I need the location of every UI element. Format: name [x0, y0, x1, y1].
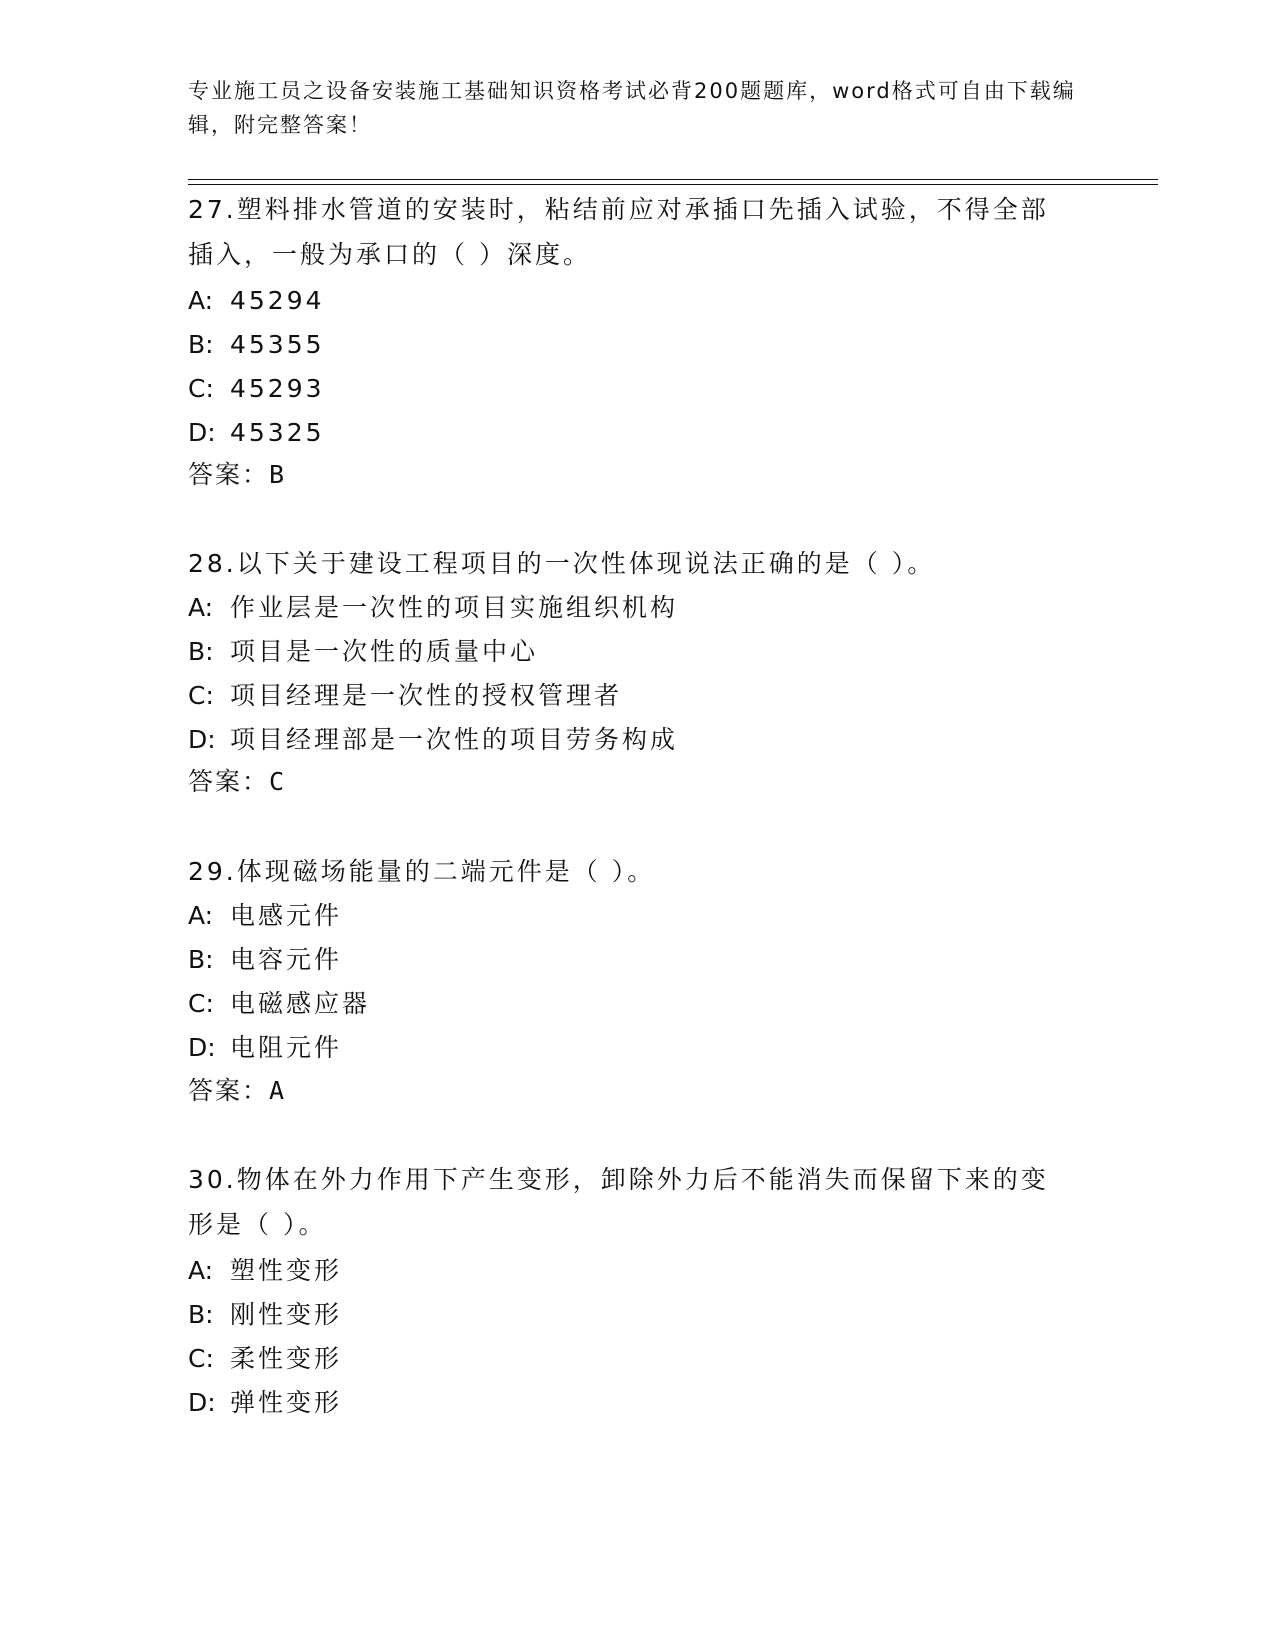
option-text: 柔性变形	[230, 1344, 343, 1373]
option-text: 弹性变形	[230, 1388, 343, 1417]
option-b	[188, 944, 342, 976]
option-b	[188, 636, 538, 668]
header-divider-bottom	[188, 184, 1158, 185]
option-a	[188, 285, 325, 317]
option-letter: A:	[188, 1256, 214, 1285]
option-text: 电磁感应器	[230, 989, 371, 1018]
option-d	[188, 724, 678, 756]
option-a	[188, 592, 678, 624]
option-b	[188, 329, 325, 361]
answer-line: 答案：C	[188, 767, 287, 796]
question-stem-line: 插入，一般为承口的（ ）深度。	[188, 240, 591, 269]
option-letter: B:	[188, 330, 214, 359]
option-letter: D:	[188, 1388, 216, 1417]
option-a	[188, 900, 342, 932]
option-text: 项目经理部是一次性的项目劳务构成	[230, 725, 679, 754]
option-letter: D:	[188, 418, 216, 447]
option-text: 45325	[230, 418, 325, 447]
option-d	[188, 1032, 342, 1064]
option-c	[188, 1343, 342, 1375]
question-stem-line: 30.物体在外力作用下产生变形，卸除外力后不能消失而保留下来的变	[188, 1165, 1049, 1194]
option-c	[188, 988, 370, 1020]
option-letter: B:	[188, 945, 214, 974]
option-b	[188, 1299, 342, 1331]
option-letter: B:	[188, 1300, 214, 1329]
option-letter: A:	[188, 901, 214, 930]
option-text: 刚性变形	[230, 1300, 343, 1329]
question-stem-line: 27.塑料排水管道的安装时，粘结前应对承插口先插入试验，不得全部	[188, 195, 1049, 224]
question-stem-line: 29.体现磁场能量的二端元件是（ ）。	[188, 857, 656, 886]
option-letter: A:	[188, 593, 214, 622]
option-text: 项目是一次性的质量中心	[230, 637, 539, 666]
option-letter: D:	[188, 725, 216, 754]
option-c	[188, 373, 325, 405]
option-letter: B:	[188, 637, 214, 666]
option-d	[188, 417, 325, 449]
answer-line: 答案：A	[188, 1076, 287, 1105]
option-a	[188, 1255, 342, 1287]
answer-line: 答案：B	[188, 460, 287, 489]
option-letter: A:	[188, 286, 214, 315]
option-letter: C:	[188, 1344, 214, 1373]
question-stem-line: 形是（ ）。	[188, 1210, 327, 1239]
option-text: 45294	[230, 286, 325, 315]
header-divider-top	[188, 179, 1158, 180]
question-stem-line: 28.以下关于建设工程项目的一次性体现说法正确的是（ ）。	[188, 549, 936, 578]
document-header: 专业施工员之设备安装施工基础知识资格考试必背200题题库，word格式可自由下载编辑，附完整答案！	[188, 79, 1076, 137]
option-text: 电阻元件	[230, 1033, 343, 1062]
option-c	[188, 680, 622, 712]
option-text: 45293	[230, 374, 325, 403]
option-d	[188, 1387, 342, 1419]
option-letter: C:	[188, 681, 214, 710]
option-text: 塑性变形	[230, 1256, 343, 1285]
option-text: 电感元件	[230, 901, 343, 930]
option-text: 电容元件	[230, 945, 343, 974]
option-letter: C:	[188, 374, 214, 403]
option-text: 45355	[230, 330, 325, 359]
option-letter: C:	[188, 989, 214, 1018]
option-text: 作业层是一次性的项目实施组织机构	[230, 593, 679, 622]
option-letter: D:	[188, 1033, 216, 1062]
option-text: 项目经理是一次性的授权管理者	[230, 681, 623, 710]
